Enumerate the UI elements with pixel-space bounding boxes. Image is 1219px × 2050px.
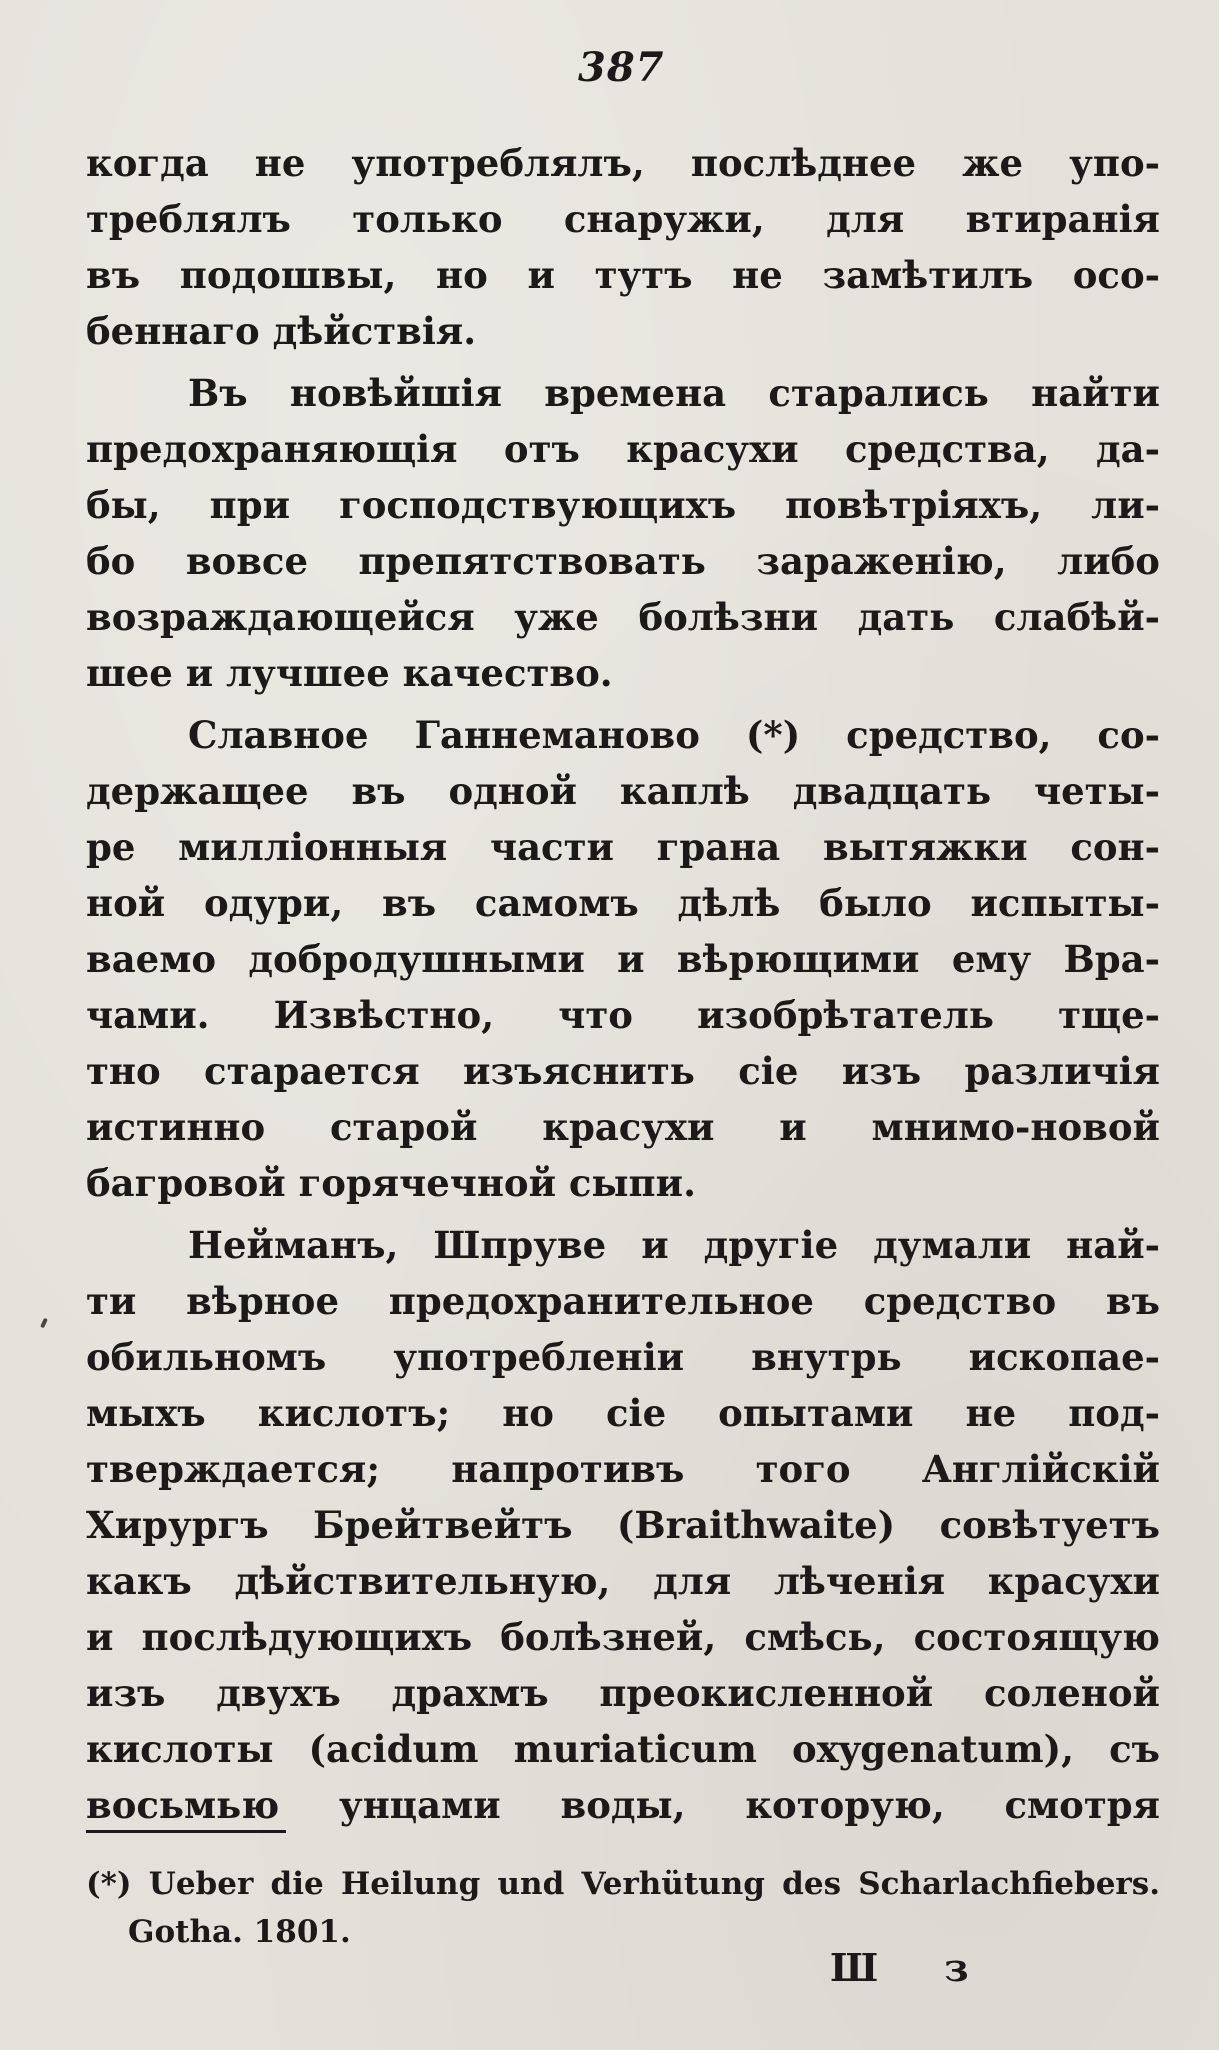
text-line: восьмью унцами воды, которую, смотря — [86, 1783, 1160, 1827]
text-line: Хирургъ Брейтвейтъ (Braithwaite) совѣтуетъ — [86, 1503, 1160, 1547]
text-line: ваемо добродушными и вѣрющими ему Вра- — [86, 937, 1160, 981]
text-line: кислоты (acidum muriaticum oxygenatum), съ — [86, 1727, 1160, 1771]
page-number: 387 — [578, 44, 665, 91]
text-line: ре милліонныя части грана вытяжки сон- — [86, 825, 1160, 869]
catchword — [830, 1945, 970, 1990]
paragraph-2 — [86, 365, 1160, 701]
text-line: и послѣдующихъ болѣзней, смѣсь, состоящую — [86, 1615, 1160, 1659]
text-line: изъ двухъ драхмъ преокисленной соленой — [86, 1671, 1160, 1715]
paragraph-1 — [86, 135, 1160, 359]
ink-speck — [40, 1318, 48, 1329]
text-line: шее и лучшее качество. — [86, 651, 613, 695]
text-line: какъ дѣйствительную, для лѣченія красухи — [86, 1559, 1160, 1603]
text-line: ной одури, въ самомъ дѣлѣ было испыты- — [86, 881, 1160, 925]
text-line: Въ новѣйшія времена старались найти — [188, 371, 1160, 415]
paragraph-4 — [86, 1217, 1160, 1833]
text-line: бо вовсе препятствовать зараженію, либо — [86, 539, 1160, 583]
text-line: держащее въ одной каплѣ двадцать четы- — [86, 769, 1160, 813]
footnote-line: Gotha. 1801. — [128, 1914, 351, 1950]
footnote-rule — [86, 1830, 286, 1833]
text-line: бы, при господствующихъ повѣтріяхъ, ли- — [86, 483, 1160, 527]
text-line: мыхъ кислотъ; но сіе опытами не под- — [86, 1391, 1160, 1435]
text-line: обильномъ употребленіи внутрь ископае- — [86, 1335, 1160, 1379]
text-line: беннаго дѣйствія. — [86, 309, 477, 353]
text-line: ти вѣрное предохранительное средство въ — [86, 1279, 1160, 1323]
text-line: Славное Ганнеманово (*) средство, со- — [188, 713, 1160, 757]
footnote — [86, 1860, 1160, 1956]
text-line: истинно старой красухи и мнимо-новой — [86, 1105, 1160, 1149]
footnote-line: (*) Ueber die Heilung und Verhütung des Scharlachfiebers. — [86, 1866, 1160, 1902]
body-text — [86, 135, 1160, 1833]
catchword-signature: Ш — [830, 1945, 881, 1990]
catchword-next: з — [944, 1945, 971, 1990]
text-line: тверждается; напротивъ того Англійскій — [86, 1447, 1160, 1491]
text-line: предохраняющія отъ красухи средства, да- — [86, 427, 1160, 471]
paragraph-3 — [86, 707, 1160, 1211]
text-line: Нейманъ, Шпруве и другіе думали най- — [188, 1223, 1160, 1267]
text-line: возраждающейся уже болѣзни дать слабѣй- — [86, 595, 1160, 639]
text-line: когда не употреблялъ, послѣднее же упо- — [86, 141, 1160, 185]
text-line: багровой горячечной сыпи. — [86, 1161, 696, 1205]
text-line: чами. Извѣстно, что изобрѣтатель тще- — [86, 993, 1160, 1037]
text-line: треблялъ только снаружи, для втиранія — [86, 197, 1160, 241]
text-line: тно старается изъяснить сіе изъ различія — [86, 1049, 1160, 1093]
text-line: въ подошвы, но и тутъ не замѣтилъ осо- — [86, 253, 1160, 297]
